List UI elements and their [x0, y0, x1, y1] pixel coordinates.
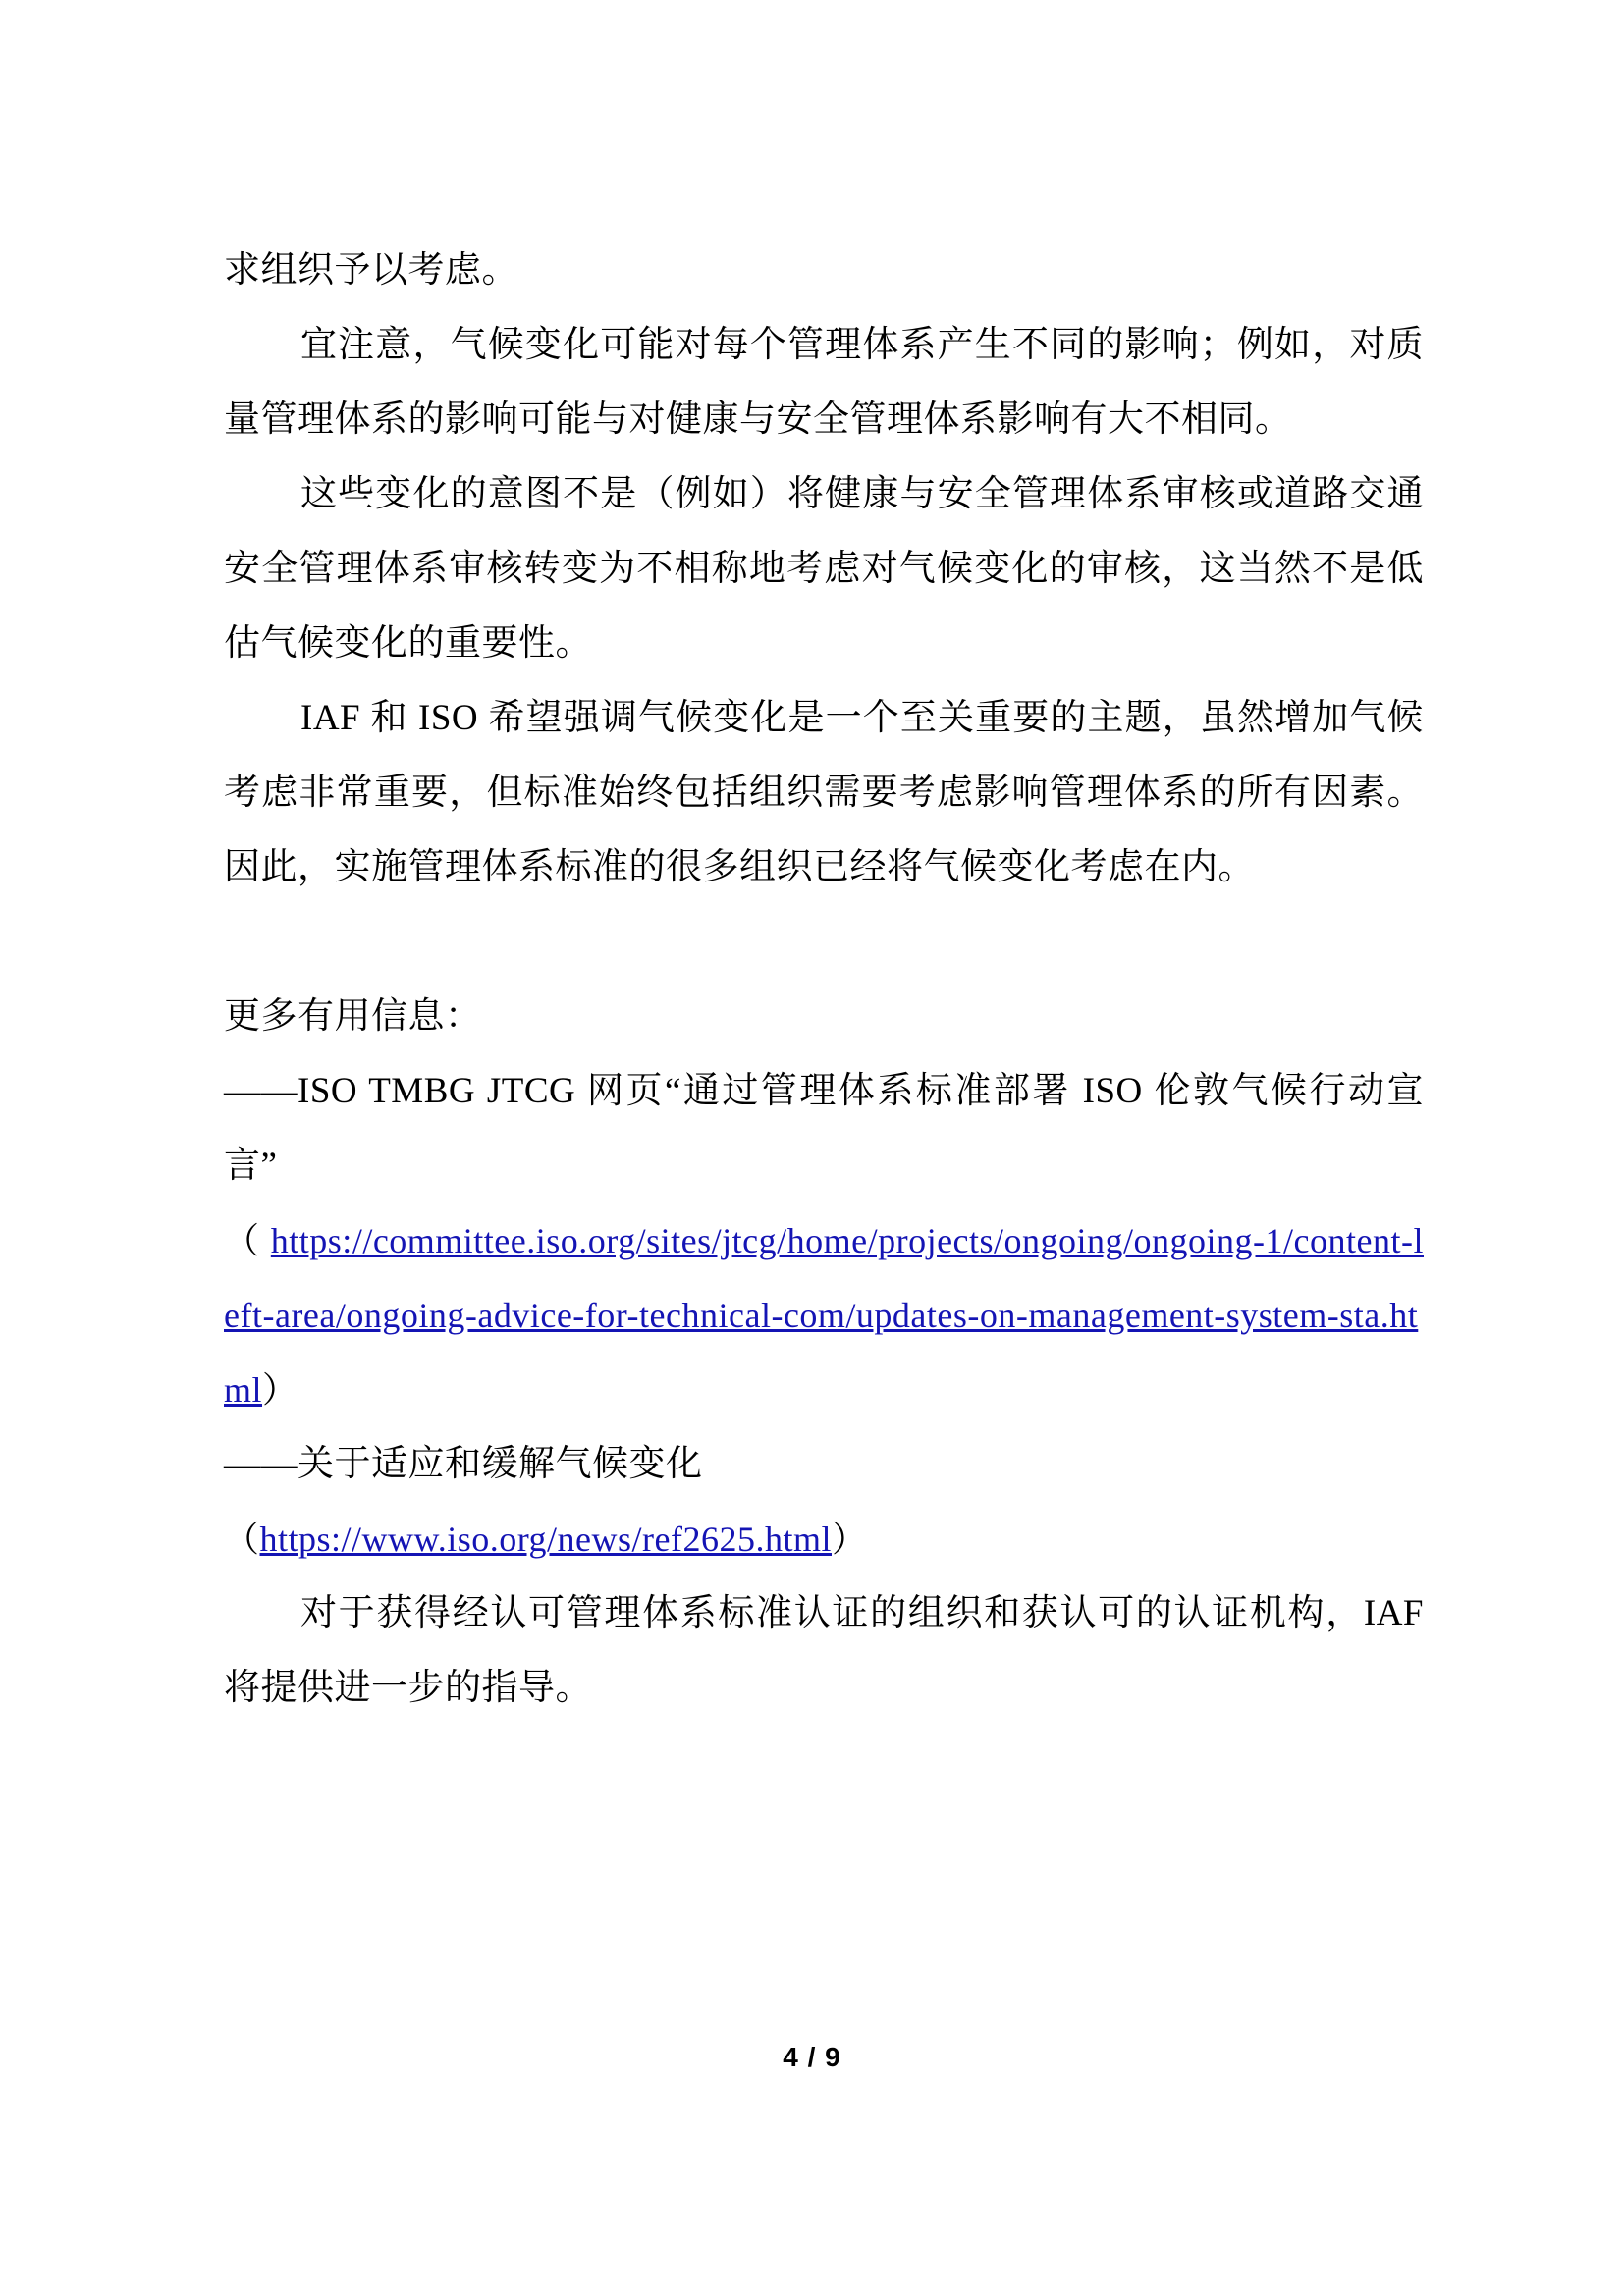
paren-close: ） — [262, 1370, 298, 1410]
paragraph-continuation: 求组织予以考虑。 — [224, 250, 518, 291]
paragraph-iaf-iso: IAF 和 ISO 希望强调气候变化是一个至关重要的主题，虽然增加气候考虑非常重要，但标准始终包括组织需要考虑影响管理体系的所有因素。因此，实施管理体系标准的很多组织已经将气候变化考虑在内。 — [224, 698, 1424, 887]
more-info-item-1-url-line — [224, 1203, 1424, 1427]
page-footer — [0, 2042, 1624, 2073]
more-info-heading: 更多有用信息： — [224, 996, 482, 1037]
paragraph-spacer — [224, 905, 1424, 980]
more-info-item-2-url-line — [224, 1502, 1424, 1576]
paragraph-closing: 对于获得经认可管理体系标准认证的组织和获认可的认证机构，IAF 将提供进一步的指导。 — [224, 1593, 1424, 1708]
more-info-item-1-label: ——ISO TMBG JTCG 网页“通过管理体系标准部署 ISO 伦敦气候行动宣言” — [224, 1071, 1424, 1186]
paren-close: ） — [832, 1520, 868, 1559]
page-number: 4 / 9 — [783, 2042, 841, 2072]
paren-open: （ — [224, 1520, 260, 1559]
paragraph-intent: 这些变化的意图不是（例如）将健康与安全管理体系审核或道路交通安全管理体系审核转变为不相称地考虑对气候变化的审核，这当然不是低估气候变化的重要性。 — [224, 474, 1424, 664]
paren-open: （ — [224, 1221, 271, 1260]
link-iso-news-ref2625[interactable]: https://www.iso.org/news/ref2625.html — [259, 1520, 832, 1559]
more-info-item-2-label: ——关于适应和缓解气候变化 — [224, 1444, 703, 1484]
link-iso-jtcg-webpage[interactable]: https://committee.iso.org/sites/jtcg/home/projects/ongoing/ongoing-1/content-left-area/ongoing-advice-for-technical-com/updates-on-management-system-sta.html — [224, 1221, 1424, 1410]
paragraph-note: 宜注意，气候变化可能对每个管理体系产生不同的影响；例如，对质量管理体系的影响可能与对健康与安全管理体系影响有大不相同。 — [224, 325, 1424, 440]
document-body — [224, 234, 1424, 1726]
